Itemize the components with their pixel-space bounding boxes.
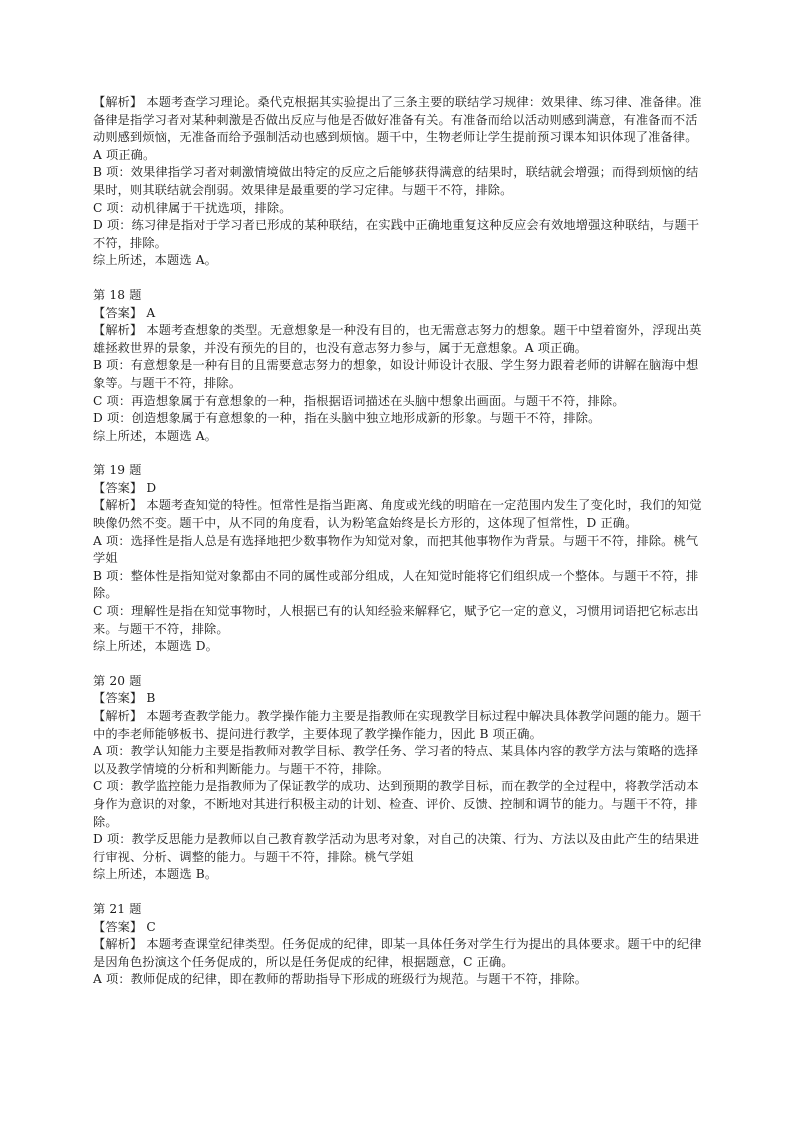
option-c-paragraph: C 项：再造想象属于有意想象的一种，指根据语词描述在头脑中想象出画面。与题干不符，排除。 (93, 393, 625, 408)
option-b-paragraph: B 项：整体性是指知觉对象都由不同的属性或部分组成，人在知觉时能将它们组织成一个整体。与题干不符，排除。 (93, 568, 699, 601)
option-b-paragraph: B 项：效果律指学习者对刺激情境做出特定的反应之后能够获得满意的结果时，联结就会增强；而得到烦恼的结果时，则其联结就会削弱。效果律是最重要的学习定律。与题干不符，排除。 (93, 165, 699, 197)
document-page (93, 94, 705, 989)
answer-line: 【答案】 D (93, 480, 157, 495)
question-20 (93, 673, 705, 884)
option-b-paragraph: B 项：有意想象是一种有目的且需要意志努力的想象，如设计师设计衣服、学生努力跟着老师的讲解在脑海中想象等。与题干不符，排除。 (93, 358, 699, 390)
option-d-paragraph: D 项：练习律是指对于学习者已形成的某种联结，在实践中正确地重复这种反应会有效地增强这种联结，与题干不符，排除。 (93, 218, 700, 250)
answer-line: 【答案】 A (93, 305, 156, 320)
analysis-paragraph: 【解析】 本题考查知觉的特性。恒常性是指当距离、角度或光线的明暗在一定范围内发生了变化时，我们的知觉映像仍然不变。题干中，从不同的角度看，认为粉笔盒始终是长方形的，这体现了恒常性，D 正确。 (93, 498, 702, 531)
question-title: 第 20 题 (93, 673, 142, 688)
option-a-paragraph: A 项：教学认知能力主要是指教师对教学目标、教学任务、学习者的特点、某具体内容的教学方法与策略的选择以及教学情境的分析和判断能力。与题干不符，排除。 (93, 744, 699, 776)
conclusion-paragraph: 综上所述，本题选 D。 (93, 639, 218, 654)
analysis-paragraph: 【解析】 本题考查课堂纪律类型。任务促成的纪律，即某一具体任务对学生行为提出的具体要求。题干中的纪律是因角色扮演这个任务促成的，所以是任务促成的纪律，根据题意，C 正确。 (93, 937, 702, 969)
option-d-paragraph: D 项：教学反思能力是教师以自己教育教学活动为思考对象，对自己的决策、行为、方法以及由此产生的结果进行审视、分析、调整的能力。与题干不符，排除。桃气学姐 (93, 832, 700, 864)
question-title: 第 21 题 (93, 901, 142, 916)
question-19 (93, 462, 705, 656)
option-c-paragraph: C 项：教学监控能力是指教师为了保证教学的成功、达到预期的教学目标，而在教学的全过程中，将教学活动本身作为意识的对象，不断地对其进行积极主动的计划、检查、评价、反馈、控制和调节的能力。与题干不符，排除。 (93, 779, 699, 829)
question-title: 第 19 题 (93, 463, 142, 478)
analysis-paragraph: 【解析】 本题考查想象的类型。无意想象是一种没有目的，也无需意志努力的想象。题干中望着窗外，浮现出英雄拯救世界的景象，并没有预先的目的，也没有意志努力参与，属于无意想象。A 项正确。 (93, 323, 702, 355)
option-d-paragraph: D 项：创造想象属于有意想象的一种，指在头脑中独立地形成新的形象。与题干不符，排除。 (93, 411, 601, 426)
conclusion-paragraph: 综上所述，本题选 A。 (93, 428, 218, 443)
conclusion-paragraph: 综上所述，本题选 B。 (93, 867, 218, 882)
option-c-paragraph: C 项：动机律属于干扰选项，排除。 (93, 200, 292, 215)
intro-section (93, 94, 705, 270)
analysis-paragraph: 【解析】 本题考查教学能力。教学操作能力主要是指教师在实现教学目标过程中解决具体教学问题的能力。题干中的李老师能够板书、提问进行教学，主要体现了教学操作能力，因此 B 项正确。 (93, 709, 702, 741)
question-title: 第 18 题 (93, 287, 142, 302)
conclusion-paragraph: 综上所述，本题选 A。 (93, 253, 218, 268)
answer-line: 【答案】 B (93, 691, 156, 706)
option-a-paragraph: A 项：教师促成的纪律，即在教师的帮助指导下形成的班级行为规范。与题干不符，排除。 (93, 972, 588, 987)
question-18 (93, 287, 705, 445)
question-21 (93, 901, 705, 989)
option-c-paragraph: C 项：理解性是指在知觉事物时，人根据已有的认知经验来解释它，赋予它一定的意义，习惯用词语把它标志出来。与题干不符，排除。 (93, 604, 699, 636)
answer-line: 【答案】 C (93, 919, 156, 934)
option-a-paragraph: A 项：选择性是指人总是有选择地把少数事物作为知觉对象，而把其他事物作为背景。与题干不符，排除。桃气学姐 (93, 533, 699, 566)
analysis-paragraph: 【解析】 本题考查学习理论。桑代克根据其实验提出了三条主要的联结学习规律：效果律、练习律、准备律。准备律是指学习者对某种刺激是否做出反应与他是否做好准备有关。有准备而给以活动则感到满意，有准备而不活动则感到烦恼，无准备而给予强制活动也感到烦恼。题干中，生物老师让学生提前预习课本知识体现了准备律。A 项正确。 (93, 95, 702, 162)
